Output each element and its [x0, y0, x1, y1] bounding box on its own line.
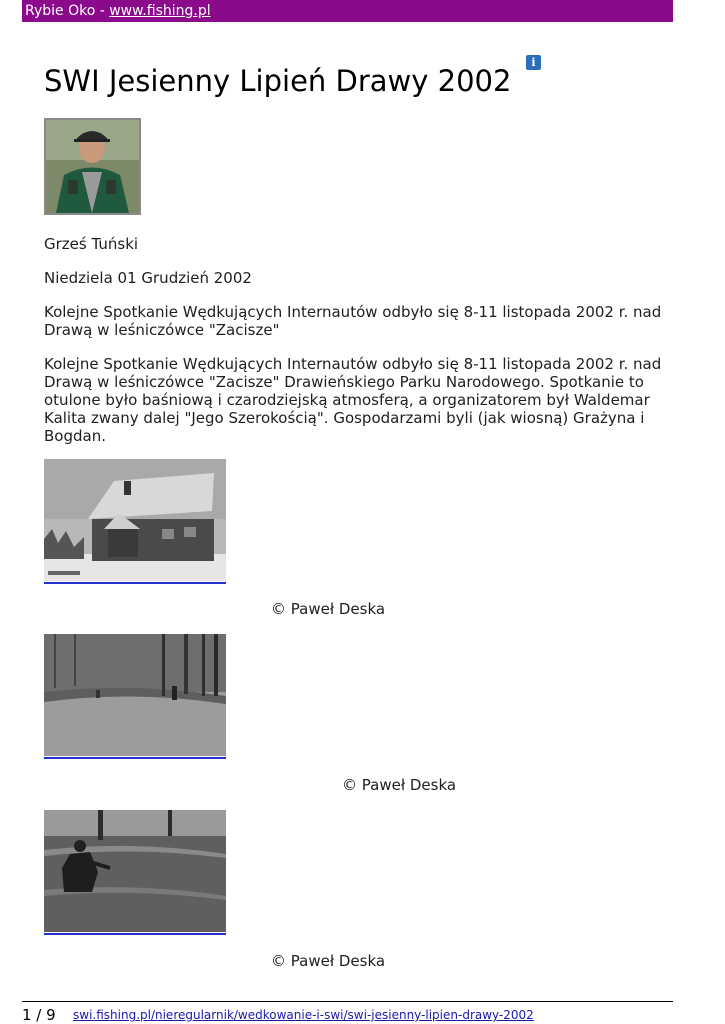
footer-divider [22, 1001, 673, 1002]
article-author: Grześ Tuński [44, 235, 139, 253]
photo-underline [44, 757, 226, 759]
article-url-link[interactable]: swi.fishing.pl/nieregularnik/wedkowanie-i-swi/swi-jesienny-lipien-drawy-2002 [73, 1008, 534, 1022]
page-number: 1 / 9 [22, 1006, 56, 1024]
article-date: Niedziela 01 Grudzień 2002 [44, 269, 252, 287]
info-icon[interactable]: i [526, 55, 541, 70]
photo-underline [44, 933, 226, 935]
photo-caption: © Paweł Deska [342, 776, 457, 794]
article-body: Kolejne Spotkanie Wędkujących Internautów odbyło się 8-11 listopada 2002 r. nad Drawą w leśniczówce "Zacisze" Drawieńskiego Parku Narodowego. Spotkanie to otulone było baśniową i czarodziejską atmosferą, a organizatorem był Waldemar Kalita zwany dalej "Jego Szerokością". Gospodarzami byli (jak wiosną) Grażyna i Bogdan. [44, 355, 662, 445]
photo-caption: © Paweł Deska [271, 952, 386, 970]
site-header-bar [22, 0, 673, 22]
photo-river[interactable] [44, 634, 226, 756]
article-intro: Kolejne Spotkanie Wędkujących Internautów odbyło się 8-11 listopada 2002 r. nad Drawą w leśniczówce "Zacisze" [44, 303, 662, 339]
author-avatar [44, 118, 141, 215]
site-name: Rybie Oko - [25, 3, 110, 19]
photo-caption: © Paweł Deska [271, 600, 386, 618]
site-home-link[interactable]: www.fishing.pl [109, 3, 211, 19]
article-title: SWI Jesienny Lipień Drawy 2002 [44, 64, 512, 98]
photo-underline [44, 582, 226, 584]
photo-lodge[interactable] [44, 459, 226, 581]
photo-angler[interactable] [44, 810, 226, 932]
